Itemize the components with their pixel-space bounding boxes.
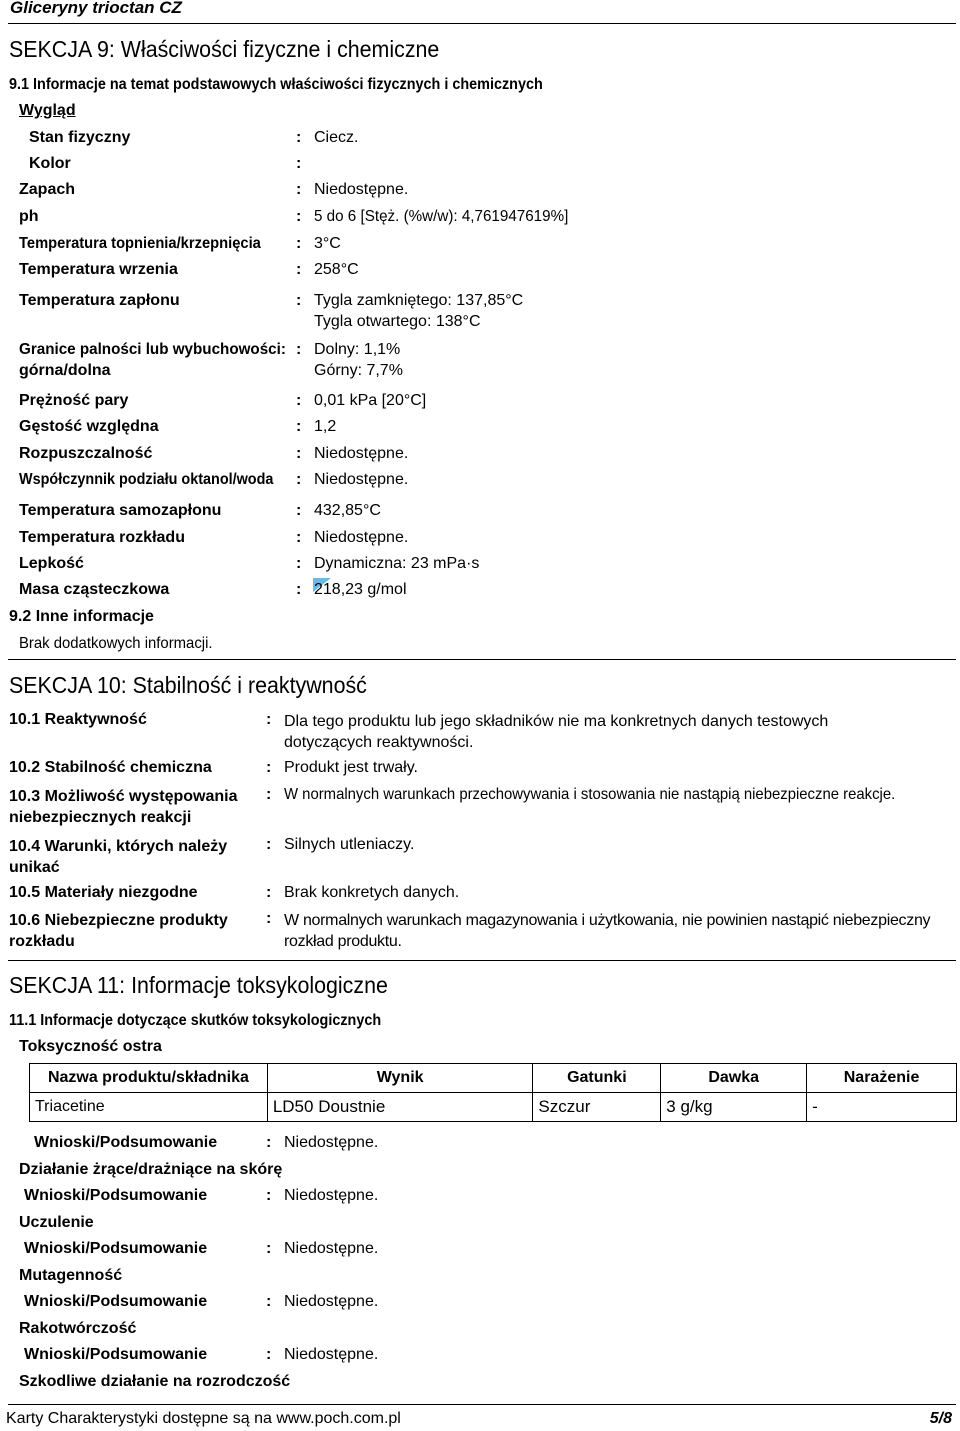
prop-value: 5 do 6 [Stęż. (%w/w): 4,761947619%] <box>314 208 569 225</box>
prop-label: Temperatura wrzenia <box>19 261 178 278</box>
prop-value-line2: Tygla otwartego: 138°C <box>314 313 481 330</box>
colon: : <box>296 418 302 435</box>
colon: : <box>266 1293 272 1310</box>
section-11-title: SEKCJA 11: Informacje toksykologiczne <box>9 972 388 998</box>
table-cell: Szczur <box>533 1093 661 1122</box>
prop-value: Niedostępne. <box>314 181 409 198</box>
prop-label: Temperatura topnienia/krzepnięcia <box>19 235 261 252</box>
prop-label: Gęstość względna <box>19 418 159 435</box>
colon: : <box>266 1346 272 1363</box>
section-10-title: SEKCJA 10: Stabilność i reaktywność <box>9 672 367 698</box>
colon: : <box>296 392 302 409</box>
toxicity-table <box>29 1063 957 1122</box>
tox-group-heading: Rakotwórczość <box>19 1320 137 1337</box>
tox-group-heading: Uczulenie <box>19 1214 94 1231</box>
colon: : <box>266 759 272 776</box>
prop-value: 258°C <box>314 261 359 278</box>
s10-value: Silnych utleniaczy. <box>284 836 415 853</box>
prop-label: Lepkość <box>19 555 84 572</box>
s10-value: Dla tego produktu lub jego składników nie ma konkretnych danych testowych dotyczących reaktywności. <box>284 713 829 751</box>
colon: : <box>266 1187 272 1204</box>
section-rule <box>8 960 956 961</box>
footer-text: Karty Charakterystyki dostępne są na www.poch.com.pl <box>6 1410 401 1427</box>
prop-value: 1,2 <box>314 418 337 435</box>
colon: : <box>296 155 302 172</box>
prop-value: Niedostępne. <box>314 471 409 488</box>
conclusion-value: Niedostępne. <box>284 1134 379 1151</box>
table-header-cell: Gatunki <box>533 1064 661 1093</box>
table-cell: Triacetine <box>30 1093 268 1122</box>
s10-value: Produkt jest trwały. <box>284 759 418 776</box>
conclusion-value: Niedostępne. <box>284 1240 379 1257</box>
colon: : <box>266 711 272 728</box>
conclusion-label: Wnioski/Podsumowanie <box>24 1293 208 1310</box>
colon: : <box>296 502 302 519</box>
colon: : <box>296 529 302 546</box>
s10-value: W normalnych warunkach magazynowania i użytkowania, nie powinien nastąpić niebezpieczny rozkład produktu. <box>284 912 931 950</box>
prop-label: ph <box>19 208 39 225</box>
s10-label: 10.6 Niebezpieczne produkty rozkładu <box>9 912 228 950</box>
s10-value: W normalnych warunkach przechowywania i stosowania nie nastąpią niebezpieczne reakcje. <box>284 786 896 803</box>
table-cell: - <box>807 1093 957 1122</box>
conclusion-label: Wnioski/Podsumowanie <box>34 1134 218 1151</box>
table-row <box>30 1093 957 1122</box>
document-header-title: Gliceryny trioctan CZ <box>10 0 182 17</box>
conclusion-label: Wnioski/Podsumowanie <box>24 1240 208 1257</box>
table-header-cell: Narażenie <box>807 1064 957 1093</box>
prop-label: Rozpuszczalność <box>19 445 153 462</box>
colon: : <box>296 235 302 252</box>
header-rule <box>8 23 956 24</box>
conclusion-value: Niedostępne. <box>284 1187 379 1204</box>
s10-label: 10.1 Reaktywność <box>9 711 147 728</box>
prop-label: Masa cząsteczkowa <box>19 581 170 598</box>
prop-label: Prężność pary <box>19 392 129 409</box>
prop-label: Temperatura zapłonu <box>19 292 180 309</box>
prop-label: Zapach <box>19 181 76 198</box>
colon: : <box>296 581 302 598</box>
tox-group-heading: Działanie żrące/drażniące na skórę <box>19 1161 283 1178</box>
s10-label: 10.3 Możliwość występowania niebezpiecznych reakcji <box>9 788 238 826</box>
colon: : <box>296 555 302 572</box>
conclusion-value: Niedostępne. <box>284 1293 379 1310</box>
tox-group-heading: Mutagenność <box>19 1267 123 1284</box>
colon: : <box>296 292 302 309</box>
conclusion-label: Wnioski/Podsumowanie <box>24 1346 208 1363</box>
colon: : <box>266 836 272 853</box>
s10-label: 10.4 Warunki, których należy unikać <box>9 838 228 876</box>
other-info-text: Brak dodatkowych informacji. <box>19 635 213 652</box>
prop-value: Niedostępne. <box>314 445 409 462</box>
conclusion-label: Wnioski/Podsumowanie <box>24 1187 208 1204</box>
colon: : <box>296 181 302 198</box>
prop-value: Tygla zamkniętego: 137,85°C <box>314 292 524 309</box>
colon: : <box>296 129 302 146</box>
table-header-cell: Nazwa produktu/składnika <box>30 1064 268 1093</box>
colon: : <box>266 1240 272 1257</box>
table-header-row <box>30 1064 957 1093</box>
prop-value: 3°C <box>314 235 341 252</box>
table-header-cell: Dawka <box>661 1064 807 1093</box>
colon: : <box>266 884 272 901</box>
colon: : <box>266 910 272 927</box>
prop-label: Współczynnik podziału oktanol/woda <box>19 471 274 488</box>
footer-rule <box>8 1404 956 1405</box>
prop-value: 0,01 kPa [20°C] <box>314 392 427 409</box>
colon: : <box>296 208 302 225</box>
section-9-title: SEKCJA 9: Właściwości fizyczne i chemiczne <box>9 36 440 62</box>
page-number: 5/8 <box>929 1410 952 1427</box>
s10-value: Brak konkretych danych. <box>284 884 460 901</box>
prop-value: 432,85°C <box>314 502 381 519</box>
acute-toxicity-heading: Toksyczność ostra <box>19 1038 162 1055</box>
s10-label: 10.2 Stabilność chemiczna <box>9 759 212 776</box>
subsection-11-1-title: 11.1 Informacje dotyczące skutków toksykologicznych <box>9 1012 382 1029</box>
colon: : <box>296 261 302 278</box>
prop-label-line2: górna/dolna <box>19 362 111 379</box>
prop-label: Kolor <box>29 155 71 172</box>
tox-group-heading: Szkodliwe działanie na rozrodczość <box>19 1373 291 1390</box>
colon: : <box>296 471 302 488</box>
table-cell: LD50 Doustnie <box>267 1093 533 1122</box>
table-cell: 3 g/kg <box>661 1093 807 1122</box>
section-rule <box>8 659 956 660</box>
table-header-cell: Wynik <box>267 1064 533 1093</box>
prop-label: Temperatura samozapłonu <box>19 502 222 519</box>
prop-value: Niedostępne. <box>314 529 409 546</box>
colon: : <box>266 1134 272 1151</box>
prop-label: Granice palności lub wybuchowości: <box>19 341 286 358</box>
s10-label: 10.5 Materiały niezgodne <box>9 884 198 901</box>
colon: : <box>296 445 302 462</box>
appearance-heading: Wygląd <box>19 102 76 119</box>
subsection-9-1-title: 9.1 Informacje na temat podstawowych właściwości fizycznych i chemicznych <box>9 76 543 93</box>
subsection-9-2-title: 9.2 Inne informacje <box>9 608 154 625</box>
prop-label: Temperatura rozkładu <box>19 529 185 546</box>
prop-label: Stan fizyczny <box>29 129 131 146</box>
prop-value: Ciecz. <box>314 129 359 146</box>
colon: : <box>266 786 272 803</box>
prop-value: 218,23 g/mol <box>314 581 407 598</box>
prop-value: Dynamiczna: 23 mPa·s <box>314 555 480 572</box>
colon: : <box>296 341 302 358</box>
conclusion-value: Niedostępne. <box>284 1346 379 1363</box>
prop-value-line2: Górny: 7,7% <box>314 362 403 379</box>
prop-value: Dolny: 1,1% <box>314 341 401 358</box>
